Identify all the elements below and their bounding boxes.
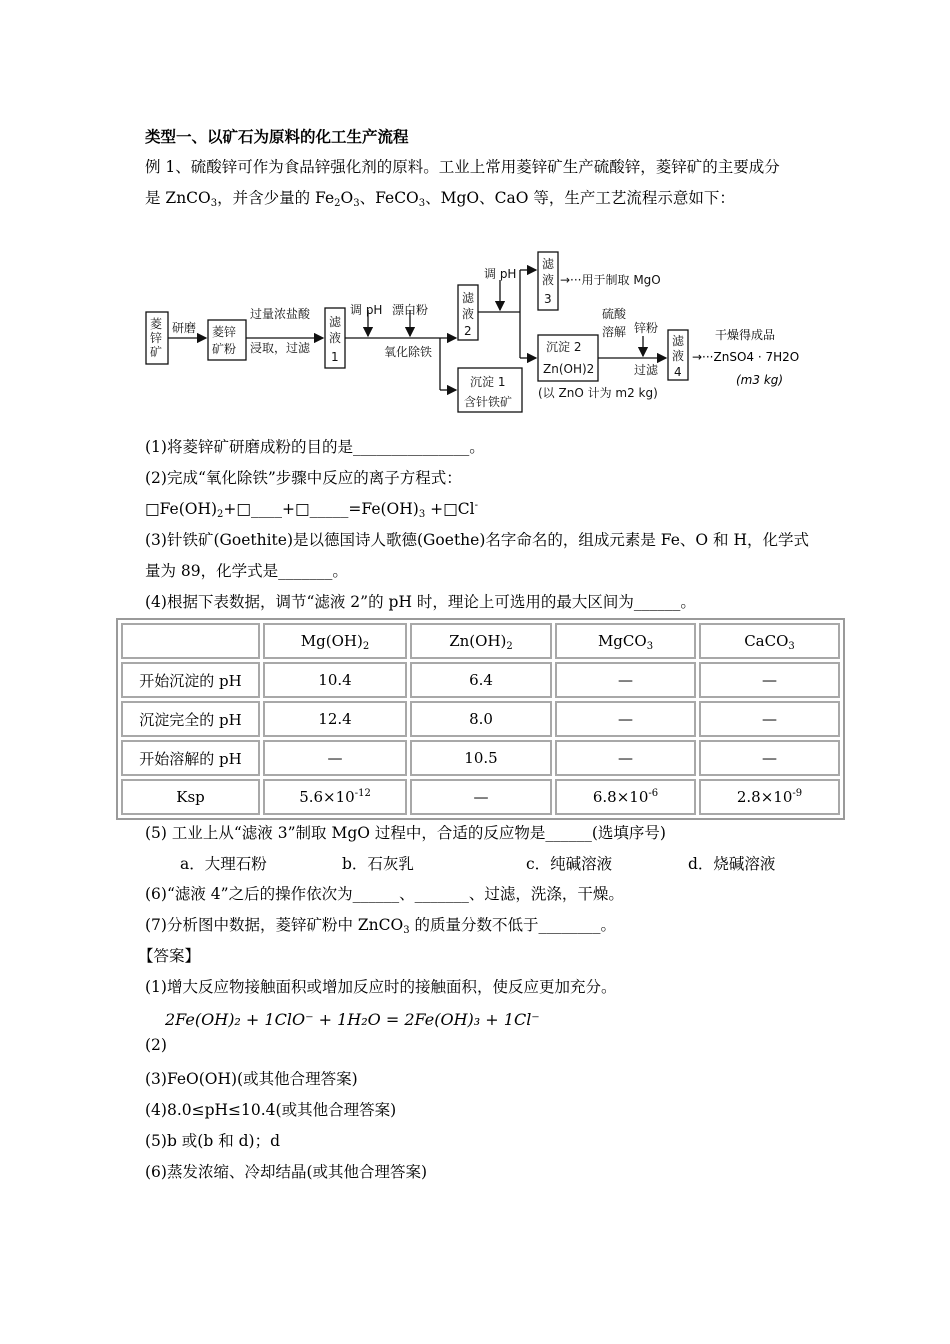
- label-filtrate2-3: 2: [464, 324, 472, 338]
- table-cell: —: [555, 701, 696, 737]
- label-ore-3: 矿: [150, 345, 163, 359]
- option-c: c．纯碱溶液: [526, 855, 613, 873]
- question-4: (4)根据下表数据，调节“滤液 2”的 pH 时，理论上可选用的最大区间为______。: [145, 593, 696, 611]
- table-cell: —: [699, 740, 840, 776]
- label-filtrate1-3: 1: [331, 350, 339, 364]
- label-filtrate3-3: 3: [544, 292, 552, 306]
- question-2-equation: $□Fe(OH)_2+□\_\_\_\_+□\_\_\_\_\_=Fe(OH)_3$ +□Cl-: [145, 500, 478, 520]
- label-bleach: 漂白粉: [392, 303, 429, 317]
- label-filtrate1-2: 液: [329, 331, 342, 345]
- label-acid-dissolve-b: 溶解: [602, 325, 627, 339]
- label-ore-powder-1: 菱锌: [212, 325, 237, 339]
- label-ore-2: 锌: [150, 331, 163, 345]
- table-header-row: [121, 623, 840, 659]
- option-d: d．烧碱溶液: [688, 855, 776, 873]
- table-cell: 12.4: [263, 701, 407, 737]
- intro-line-1: 例 1、硫酸锌可作为食品锌强化剂的原料。工业上常用菱锌矿生产硫酸锌，菱锌矿的主要成分: [145, 158, 780, 176]
- label-product: →···ZnSO4 · 7H2O: [692, 350, 800, 364]
- table-cell: 沉淀完全的 pH: [121, 701, 260, 737]
- option-b: b．石灰乳: [342, 855, 414, 873]
- answer-4: (4)8.0≤pH≤10.4(或其他合理答案): [145, 1101, 397, 1119]
- table-row-ksp: [121, 779, 840, 815]
- label-acid-top: 过量浓盐酸: [250, 307, 311, 321]
- label-precip2-b: Zn(OH)2: [543, 362, 595, 376]
- question-1: (1)将菱锌矿研磨成粉的目的是_______________。: [145, 438, 485, 456]
- intro-line-2: 是 ZnCO$_3$，并含少量的 $Fe_2O_3$、FeCO$_3$、MgO、CaO 等，生产工艺流程示意如下：: [145, 189, 735, 209]
- table-cell: —: [699, 701, 840, 737]
- label-acid-dissolve-a: 硫酸: [602, 307, 627, 321]
- table-header-cell: MgCO$_3$: [555, 623, 696, 659]
- table-row: [121, 740, 840, 776]
- table-cell: Ksp: [121, 779, 260, 815]
- label-precip2-c: (以 ZnO 计为 m2 kg): [538, 386, 658, 400]
- table-header-cell: $Zn(OH)_2$: [410, 623, 552, 659]
- label-mgo-use: →···用于制取 MgO: [560, 273, 661, 287]
- table-cell: 6.4: [410, 662, 552, 698]
- label-filtrate4-3: 4: [674, 365, 682, 379]
- answer-5: (5)b 或(b 和 d)；d: [145, 1132, 281, 1150]
- label-acid-bottom: 浸取，过滤: [250, 341, 311, 355]
- label-filtrate4-2: 液: [672, 349, 685, 363]
- table-cell: 10.5: [410, 740, 552, 776]
- ph-data-table: [116, 618, 845, 820]
- label-grind: 研磨: [172, 321, 197, 335]
- label-filtrate4-1: 滤: [672, 334, 685, 348]
- table-cell: —: [263, 740, 407, 776]
- label-ore-powder-2: 矿粉: [212, 342, 237, 356]
- table-cell: —: [555, 662, 696, 698]
- label-oxidize: 氧化除铁: [384, 345, 433, 359]
- label-ph2: 调 pH: [484, 267, 517, 281]
- answer-6: (6)蒸发浓缩、冷却结晶(或其他合理答案): [145, 1163, 428, 1181]
- table-cell: 开始溶解的 pH: [121, 740, 260, 776]
- table-row: [121, 662, 840, 698]
- section-title: 类型一、以矿石为原料的化工生产流程: [145, 127, 409, 146]
- question-5: (5) 工业上从“滤液 3”制取 MgO 过程中，合适的反应物是______(选填序号): [145, 824, 666, 842]
- table-row: [121, 701, 840, 737]
- table-cell: 8.0: [410, 701, 552, 737]
- question-7: (7)分析图中数据，菱锌矿粉中 ZnCO$_3$ 的质量分数不低于________。: [145, 916, 617, 936]
- label-precip1-a: 沉淀 1: [470, 375, 506, 389]
- answer-2-label: (2): [145, 1036, 167, 1054]
- table-header-cell: CaCO$_3$: [699, 623, 840, 659]
- question-2: (2)完成“氧化除铁”步骤中反应的离子方程式：: [145, 469, 462, 487]
- process-flow-diagram: [140, 240, 720, 424]
- table-cell: $5.6\times 10^{-12}$: [263, 779, 407, 815]
- question-3-line-2: 量为 89，化学式是_______。: [145, 562, 348, 580]
- question-3-line-1: (3)针铁矿(Goethite)是以德国诗人歌德(Goethe)名字命名的，组成元素是 Fe、O 和 H，化学式: [145, 531, 809, 549]
- label-filtrate1-1: 滤: [329, 315, 342, 329]
- label-precip1-b: 含针铁矿: [464, 395, 513, 409]
- label-filtrate3-1: 滤: [542, 257, 555, 271]
- label-zinc-powder: 锌粉: [634, 321, 659, 335]
- answer-3: (3)FeO(OH)(或其他合理答案): [145, 1070, 358, 1088]
- table-header-cell: $Mg(OH)_2$: [263, 623, 407, 659]
- label-product-mass: (m3 kg): [736, 373, 784, 387]
- table-cell: —: [699, 662, 840, 698]
- label-filtrate2-2: 液: [462, 307, 475, 321]
- table-cell: $2.8\times 10^{-9}$: [699, 779, 840, 815]
- label-dry: 干燥得成品: [715, 328, 776, 342]
- label-filtrate3-2: 液: [542, 273, 555, 287]
- question-6: (6)“滤液 4”之后的操作依次为______、_______、过滤，洗涤，干燥。: [145, 885, 624, 903]
- table-cell: 开始沉淀的 pH: [121, 662, 260, 698]
- answer-1: (1)增大反应物接触面积或增加反应时的接触面积，使反应更加充分。: [145, 978, 617, 996]
- answer-2-formula: 2Fe(OH)₂ + 1ClO⁻ + 1H₂O = 2Fe(OH)₃ + 1Cl⁻: [165, 1010, 540, 1029]
- table-cell: $6.8\times 10^{-6}$: [555, 779, 696, 815]
- answer-heading: 【答案】: [138, 947, 201, 965]
- option-a: a．大理石粉: [180, 855, 267, 873]
- table-cell: —: [555, 740, 696, 776]
- table-cell: —: [410, 779, 552, 815]
- label-ph1: 调 pH: [350, 303, 383, 317]
- table-header-cell: [121, 623, 260, 659]
- table-cell: 10.4: [263, 662, 407, 698]
- label-filter: 过滤: [634, 363, 659, 377]
- label-ore-1: 菱: [150, 317, 163, 331]
- label-precip2-a: 沉淀 2: [546, 340, 582, 354]
- label-filtrate2-1: 滤: [462, 291, 475, 305]
